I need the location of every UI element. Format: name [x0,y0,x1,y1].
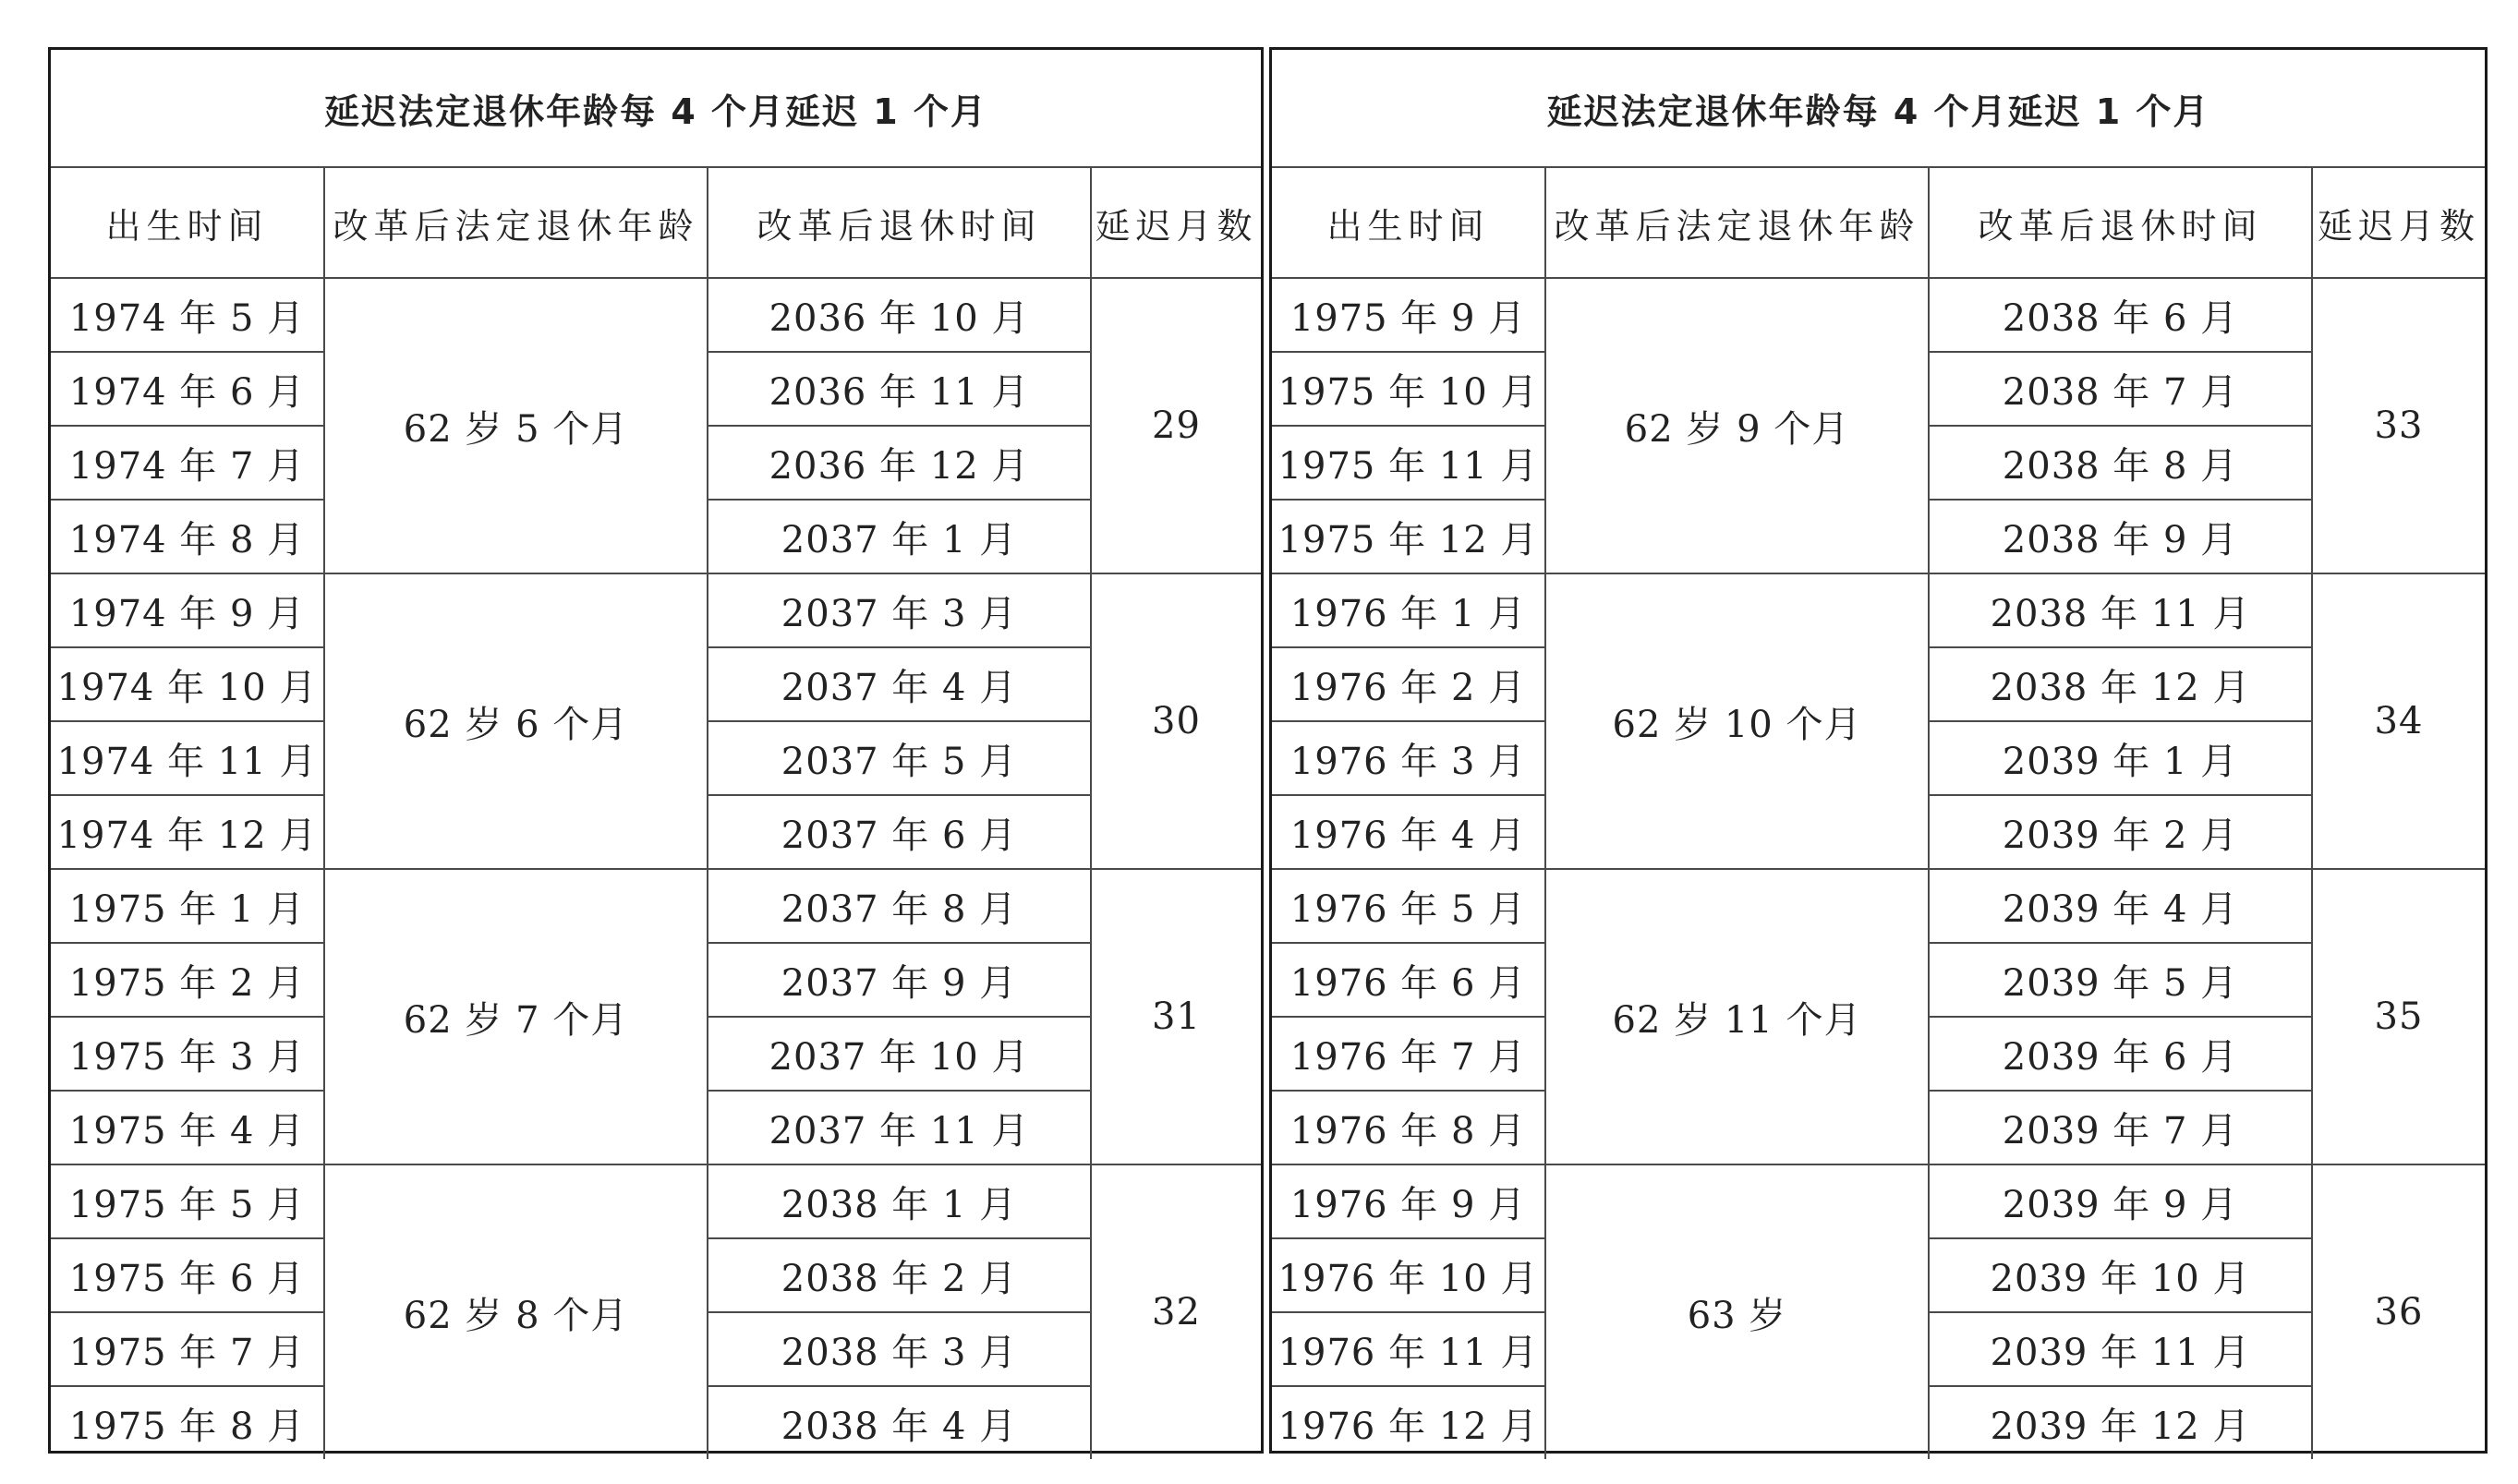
title-row [51,50,1261,167]
header-delay-months: 延迟月数 [2312,167,2485,278]
table-body [1272,50,2485,1459]
birth-time-cell: 1976 年 7 月 [1272,1017,1545,1091]
retirement-time-cell: 2037 年 10 月 [708,1017,1091,1091]
retirement-time-cell: 2038 年 4 月 [708,1386,1091,1459]
retirement-age-cell: 63 岁 [1545,1164,1929,1459]
table-title: 延迟法定退休年龄每 4 个月延迟 1 个月 [51,50,1261,167]
table-row [1272,1164,2485,1238]
retirement-time-cell: 2036 年 10 月 [708,278,1091,352]
retirement-age-cell: 62 岁 10 个月 [1545,573,1929,869]
table-row [1272,278,2485,352]
birth-time-cell: 1976 年 4 月 [1272,795,1545,869]
birth-time-cell: 1974 年 12 月 [51,795,324,869]
birth-time-cell: 1976 年 2 月 [1272,647,1545,721]
header-birth-time: 出生时间 [1272,167,1545,278]
table-row [51,869,1261,943]
birth-time-cell: 1975 年 7 月 [51,1312,324,1386]
birth-time-cell: 1975 年 8 月 [51,1386,324,1459]
delay-months-cell: 32 [1091,1164,1261,1459]
birth-time-cell: 1976 年 6 月 [1272,943,1545,1017]
birth-time-cell: 1976 年 1 月 [1272,573,1545,647]
header-retirement-age: 改革后法定退休年龄 [1545,167,1929,278]
retirement-time-cell: 2038 年 12 月 [1929,647,2312,721]
retirement-time-cell: 2039 年 11 月 [1929,1312,2312,1386]
header-retirement-age: 改革后法定退休年龄 [324,167,708,278]
retirement-time-cell: 2038 年 7 月 [1929,352,2312,426]
retirement-time-cell: 2039 年 7 月 [1929,1091,2312,1164]
retirement-age-cell: 62 岁 9 个月 [1545,278,1929,573]
table-row [51,573,1261,647]
table-left [51,50,1261,1459]
retirement-time-cell: 2037 年 9 月 [708,943,1091,1017]
birth-time-cell: 1975 年 10 月 [1272,352,1545,426]
retirement-time-cell: 2037 年 8 月 [708,869,1091,943]
birth-time-cell: 1975 年 5 月 [51,1164,324,1238]
retirement-time-cell: 2037 年 4 月 [708,647,1091,721]
retirement-time-cell: 2038 年 11 月 [1929,573,2312,647]
title-row [1272,50,2485,167]
header-delay-months: 延迟月数 [1091,167,1261,278]
birth-time-cell: 1975 年 11 月 [1272,426,1545,500]
retirement-age-cell: 62 岁 7 个月 [324,869,708,1164]
birth-time-cell: 1976 年 9 月 [1272,1164,1545,1238]
birth-time-cell: 1974 年 9 月 [51,573,324,647]
retirement-time-cell: 2038 年 3 月 [708,1312,1091,1386]
birth-time-cell: 1974 年 8 月 [51,500,324,573]
header-retirement-time: 改革后退休时间 [1929,167,2312,278]
retirement-time-cell: 2038 年 2 月 [708,1238,1091,1312]
birth-time-cell: 1976 年 3 月 [1272,721,1545,795]
birth-time-cell: 1975 年 1 月 [51,869,324,943]
retirement-age-cell: 62 岁 5 个月 [324,278,708,573]
retirement-time-cell: 2039 年 1 月 [1929,721,2312,795]
retirement-time-cell: 2039 年 12 月 [1929,1386,2312,1459]
retirement-time-cell: 2037 年 3 月 [708,573,1091,647]
delay-months-cell: 29 [1091,278,1261,573]
retirement-time-cell: 2039 年 4 月 [1929,869,2312,943]
retirement-age-cell: 62 岁 11 个月 [1545,869,1929,1164]
retirement-table-right [1269,47,2488,1454]
birth-time-cell: 1976 年 11 月 [1272,1312,1545,1386]
retirement-time-cell: 2039 年 10 月 [1929,1238,2312,1312]
retirement-time-cell: 2036 年 11 月 [708,352,1091,426]
table-title: 延迟法定退休年龄每 4 个月延迟 1 个月 [1272,50,2485,167]
delay-months-cell: 36 [2312,1164,2485,1459]
birth-time-cell: 1975 年 4 月 [51,1091,324,1164]
birth-time-cell: 1974 年 5 月 [51,278,324,352]
birth-time-cell: 1975 年 9 月 [1272,278,1545,352]
delay-months-cell: 33 [2312,278,2485,573]
table-row [1272,869,2485,943]
birth-time-cell: 1976 年 5 月 [1272,869,1545,943]
header-birth-time: 出生时间 [51,167,324,278]
retirement-time-cell: 2037 年 5 月 [708,721,1091,795]
retirement-age-cell: 62 岁 8 个月 [324,1164,708,1459]
header-row [51,167,1261,278]
birth-time-cell: 1975 年 2 月 [51,943,324,1017]
retirement-time-cell: 2038 年 6 月 [1929,278,2312,352]
retirement-time-cell: 2039 年 9 月 [1929,1164,2312,1238]
header-retirement-time: 改革后退休时间 [708,167,1091,278]
birth-time-cell: 1976 年 10 月 [1272,1238,1545,1312]
retirement-time-cell: 2037 年 1 月 [708,500,1091,573]
retirement-time-cell: 2036 年 12 月 [708,426,1091,500]
table-row [1272,573,2485,647]
retirement-time-cell: 2038 年 9 月 [1929,500,2312,573]
delay-months-cell: 30 [1091,573,1261,869]
retirement-time-cell: 2037 年 6 月 [708,795,1091,869]
birth-time-cell: 1974 年 7 月 [51,426,324,500]
retirement-table-left [48,47,1264,1454]
birth-time-cell: 1975 年 12 月 [1272,500,1545,573]
retirement-time-cell: 2039 年 6 月 [1929,1017,2312,1091]
delay-months-cell: 31 [1091,869,1261,1164]
retirement-time-cell: 2038 年 8 月 [1929,426,2312,500]
delay-months-cell: 35 [2312,869,2485,1164]
table-body [51,50,1261,1459]
delay-months-cell: 34 [2312,573,2485,869]
birth-time-cell: 1974 年 11 月 [51,721,324,795]
retirement-time-cell: 2039 年 5 月 [1929,943,2312,1017]
birth-time-cell: 1976 年 12 月 [1272,1386,1545,1459]
table-right [1272,50,2485,1459]
retirement-age-cell: 62 岁 6 个月 [324,573,708,869]
birth-time-cell: 1975 年 6 月 [51,1238,324,1312]
table-row [51,1164,1261,1238]
retirement-time-cell: 2038 年 1 月 [708,1164,1091,1238]
birth-time-cell: 1976 年 8 月 [1272,1091,1545,1164]
birth-time-cell: 1974 年 10 月 [51,647,324,721]
retirement-time-cell: 2037 年 11 月 [708,1091,1091,1164]
retirement-time-cell: 2039 年 2 月 [1929,795,2312,869]
birth-time-cell: 1975 年 3 月 [51,1017,324,1091]
birth-time-cell: 1974 年 6 月 [51,352,324,426]
table-row [51,278,1261,352]
header-row [1272,167,2485,278]
